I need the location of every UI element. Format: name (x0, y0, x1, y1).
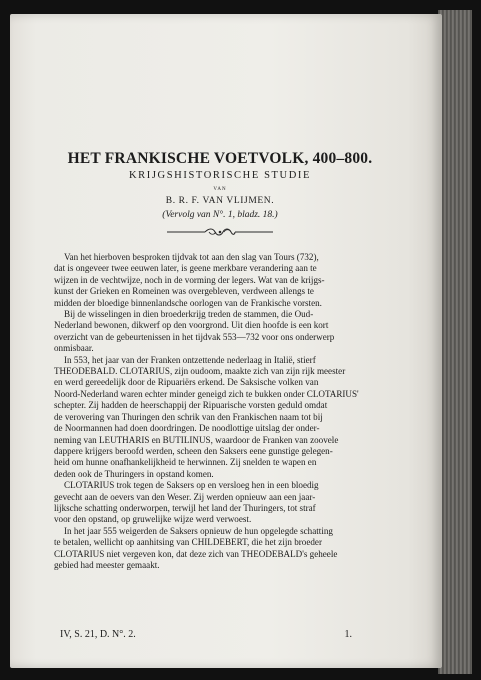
body-text-line: lijksche schatting onderworpen, terwijl het land der Thuringers, tot straf (54, 502, 316, 513)
body-text-line: neming van LEUTHARIS en BUTILINUS, waardoor de Franken van zoovele (54, 434, 339, 445)
printer-signature: IV, S. 21, D. N°. 2. (60, 629, 136, 640)
body-text-line: Noord-Nederland waren echter minder geneigd zich te bukken onder CLOTARIUS' (54, 388, 359, 399)
body-text-line: Nederland bewonen, dikwerf op den voorgrond. Uit dien hoofde is een kort (54, 320, 329, 331)
body-text-line: wijzen in de vechtwijze, noch in de vorming der legers. Wat van de krijgs- (54, 274, 325, 285)
body-text-line: Bij de wisselingen in dien broederkrijg treden de stammen, die Oud- (64, 309, 314, 320)
body-text-line: overzicht van de gebeurtenissen in het tijdvak 553—732 voor ons onderwerp (54, 331, 335, 342)
body-text-line: THEODEBALD. CLOTARIUS, zijn oudoom, maakte zich van zijn rijk meester (54, 366, 346, 377)
body-text-line: en werd gereedelijk door de Ripuariërs erkend. De Saksische volken van (54, 377, 319, 388)
body-text-line: kunst der Grieken en Romeinen was overgebleven, verdween allengs te (54, 286, 314, 297)
body-text-line: de verovering van Thuringen den schrik van den Frankischen naam tot bij (54, 411, 323, 422)
continuation-note: (Vervolg van N°. 1, bladz. 18.) (162, 210, 278, 220)
body-text-line: dat is ongeveer twee eeuwen later, is geene merkbare verandering aan te (54, 263, 317, 274)
body-text-line: gebied had meester gemaakt. (54, 559, 160, 570)
body-text-line: heid om hunne onafhankelijkheid te herwinnen. Zij snelden te wapen en (54, 457, 317, 468)
body-text-line: dappere krijgers beroofd werden, scheen den Saksers eene gunstige gelegen- (54, 445, 333, 456)
body-text-line: de Noormannen had doen doordringen. De noodlottige uitslag der onder- (54, 423, 320, 434)
page-number: 1. (344, 629, 352, 640)
article-content (54, 150, 386, 571)
article-body (54, 252, 386, 571)
body-text-line: te betalen, wellicht op aanhitsing van CHILDEBERT, die het zijn broeder (54, 537, 322, 548)
article-subtitle: KRIJGSHISTORISCHE STUDIE (128, 170, 311, 181)
body-text-line: onmisbaar. (54, 343, 94, 354)
body-text-line: schepter. Zij hadden de heerschappij der Ripuarische vorsten geduld omdat (54, 400, 328, 411)
body-text-line: voor den opstand, op gruwelijke wijze werd verwoest. (54, 514, 252, 525)
body-text-line: Van het hierboven besproken tijdvak tot aan den slag van Tours (732), (64, 252, 319, 262)
body-text-line: deden ook de Thuringers in opstand komen. (54, 468, 214, 479)
body-text-line: In 553, het jaar van der Franken ontzettende nederlaag in Italië, stierf (64, 354, 316, 365)
body-text-line: midden der bloedige binnenlandsche oorlogen van de Frankische vorsten. (54, 297, 322, 308)
article-author: B. R. F. VAN VLIJMEN. (165, 196, 275, 206)
author-preposition: VAN (213, 187, 227, 192)
article-title: HET FRANKISCHE VOETVOLK, 400–800. (67, 150, 373, 167)
body-text-line: CLOTARIUS niet vergeven kon, dat deze zich van THEODEBALD's geheele (54, 548, 338, 559)
page-footer (60, 629, 352, 640)
book-page-edges (438, 10, 472, 674)
body-text-line: gevecht aan de oevers van den Weser. Zij werden opnieuw aan een jaar- (54, 491, 316, 502)
body-text-line: CLOTARIUS trok tegen de Saksers op en versloeg hen in een bloedig (64, 480, 319, 491)
ornamental-divider-icon (165, 228, 275, 236)
body-text-line: In het jaar 555 weigerden de Saksers opnieuw de hun opgelegde schatting (64, 525, 333, 536)
